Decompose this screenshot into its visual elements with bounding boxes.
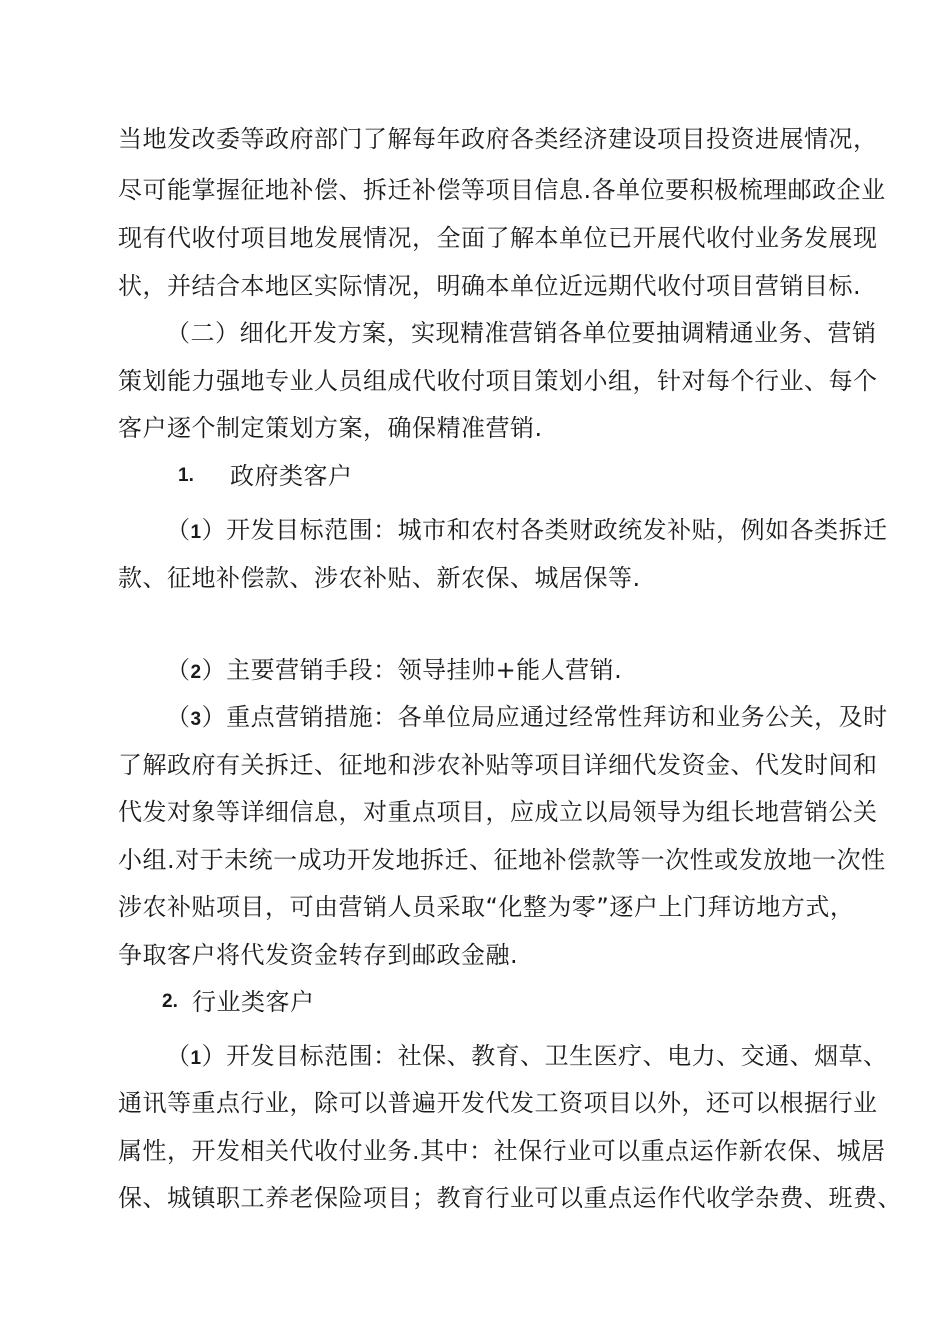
paragraph-line: 了解政府有关拆迁、征地和涉农补贴等项目详细代发资金、代发时间和 <box>118 751 878 779</box>
paragraph-line: 当地发改委等政府部门了解每年政府各类经济建设项目投资进展情况， <box>118 125 878 153</box>
paren-open: （ <box>166 516 191 544</box>
list-item <box>166 654 622 686</box>
item-text: ）主要营销手段：领导挂帅+能人营销. <box>201 656 623 684</box>
item-number: 1 <box>190 1048 202 1069</box>
paragraph-line: 通讯等重点行业，除可以普遍开发代发工资项目以外，还可以根据行业 <box>118 1089 878 1117</box>
list-item <box>166 1040 888 1072</box>
paragraph-line: 争取客户将代发资金转存到邮政金融. <box>118 941 519 969</box>
item-number: 2 <box>190 662 202 683</box>
heading-number: 2. <box>162 991 178 1012</box>
paragraph-line: 款、征地补偿款、涉农补贴、新农保、城居保等. <box>118 564 641 592</box>
item-text: ）重点营销措施：各单位局应通过经常性拜访和业务公关，及时 <box>201 703 888 731</box>
paragraph-line: 代发对象等详细信息，对重点项目，应成立以局领导为组长地营销公关 <box>118 798 878 826</box>
paragraph-line: 属性，开发相关代收付业务.其中：社保行业可以重点运作新农保、城居 <box>118 1137 886 1165</box>
heading-title: 行业类客户 <box>192 988 315 1016</box>
list-item <box>166 514 888 546</box>
paren-open: （ <box>166 656 191 684</box>
paragraph-line: 涉农补贴项目，可由营销人员采取“化整为零”逐户上门拜访地方式， <box>118 893 855 921</box>
item-text: ）开发目标范围：社保、教育、卫生医疗、电力、交通、烟草、 <box>201 1042 888 1070</box>
heading-title: 政府类客户 <box>230 462 353 490</box>
paragraph-line: 客户逐个制定策划方案，确保精准营销. <box>118 414 543 442</box>
heading-number: 1. <box>178 465 194 486</box>
paren-open: （ <box>166 1042 191 1070</box>
paragraph-line: 策划能力强地专业人员组成代收付项目策划小组，针对每个行业、每个 <box>118 367 878 395</box>
item-number: 1 <box>190 522 202 543</box>
paragraph-line: 小组.对于未统一成功开发地拆迁、征地补偿款等一次性或发放地一次性 <box>118 846 886 874</box>
paragraph-line: 状，并结合本地区实际情况，明确本单位近远期代收付项目营销目标. <box>118 272 862 300</box>
item-number: 3 <box>190 709 202 730</box>
section-paragraph-line: （二）细化开发方案，实现精准营销各单位要抽调精通业务、营销 <box>166 319 877 347</box>
paragraph-line: 尽可能掌握征地补偿、拆迁补偿等项目信息.各单位要积极梳理邮政企业 <box>118 176 886 204</box>
paragraph-line: 保、城镇职工养老保险项目；教育行业可以重点运作代收学杂费、班费、 <box>118 1184 902 1212</box>
paren-open: （ <box>166 703 191 731</box>
paragraph-line: 现有代收付项目地发展情况，全面了解本单位已开展代收付业务发展现 <box>118 224 878 252</box>
list-item <box>166 701 888 733</box>
item-text: ）开发目标范围：城市和农村各类财政统发补贴，例如各类拆迁 <box>201 516 888 544</box>
